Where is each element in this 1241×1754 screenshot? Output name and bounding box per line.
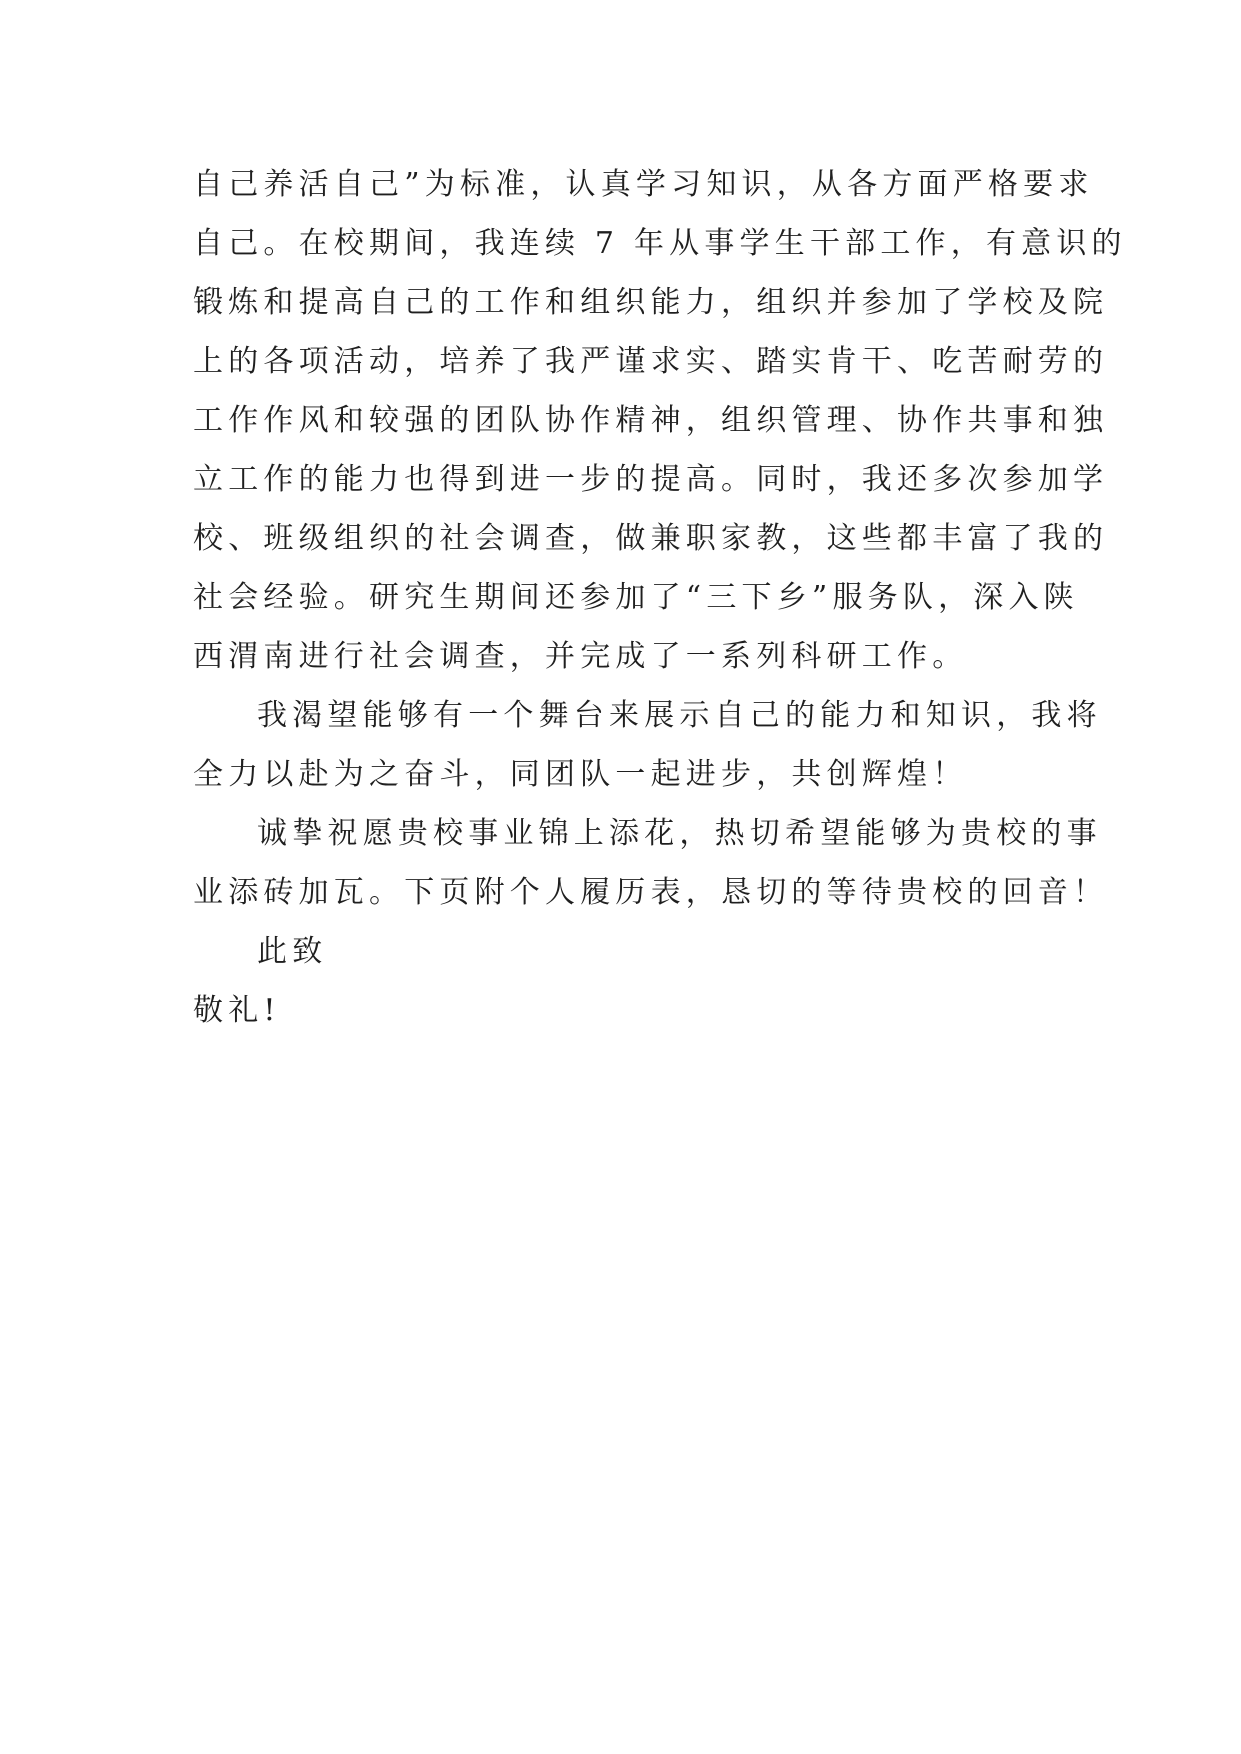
body-line-3: 锻炼和提高自己的工作和组织能力，组织并参加了学校及院	[193, 285, 1109, 320]
body-line-2: 自己。在校期间，我连续 7 年从事学生干部工作，有意识的	[193, 226, 1127, 261]
body-line-7: 校、班级组织的社会调查，做兼职家教，这些都丰富了我的	[193, 521, 1109, 556]
closing-line: 此致	[257, 934, 328, 969]
body-line-8: 社会经验。研究生期间还参加了“三下乡”服务队，深入陕	[193, 580, 1079, 615]
body-line-9: 西渭南进行社会调查，并完成了一系列科研工作。	[193, 639, 968, 674]
body-line-4: 上的各项活动，培养了我严谨求实、踏实肯干、吃苦耐劳的	[193, 344, 1109, 379]
body-line-10: 我渴望能够有一个舞台来展示自己的能力和知识，我将	[257, 698, 1102, 733]
body-line-12: 诚挚祝愿贵校事业锦上添花，热切希望能够为贵校的事	[257, 816, 1102, 851]
body-line-5: 工作作风和较强的团队协作精神，组织管理、协作共事和独	[193, 403, 1109, 438]
salutation-line: 敬礼!	[193, 993, 281, 1028]
body-line-6: 立工作的能力也得到进一步的提高。同时，我还多次参加学	[193, 462, 1109, 497]
body-line-11: 全力以赴为之奋斗，同团队一起进步，共创辉煌！	[193, 757, 968, 792]
body-line-1: 自己养活自己”为标准，认真学习知识，从各方面严格要求	[193, 167, 1094, 202]
body-line-13: 业添砖加瓦。下页附个人履历表，恳切的等待贵校的回音！	[193, 875, 1109, 910]
